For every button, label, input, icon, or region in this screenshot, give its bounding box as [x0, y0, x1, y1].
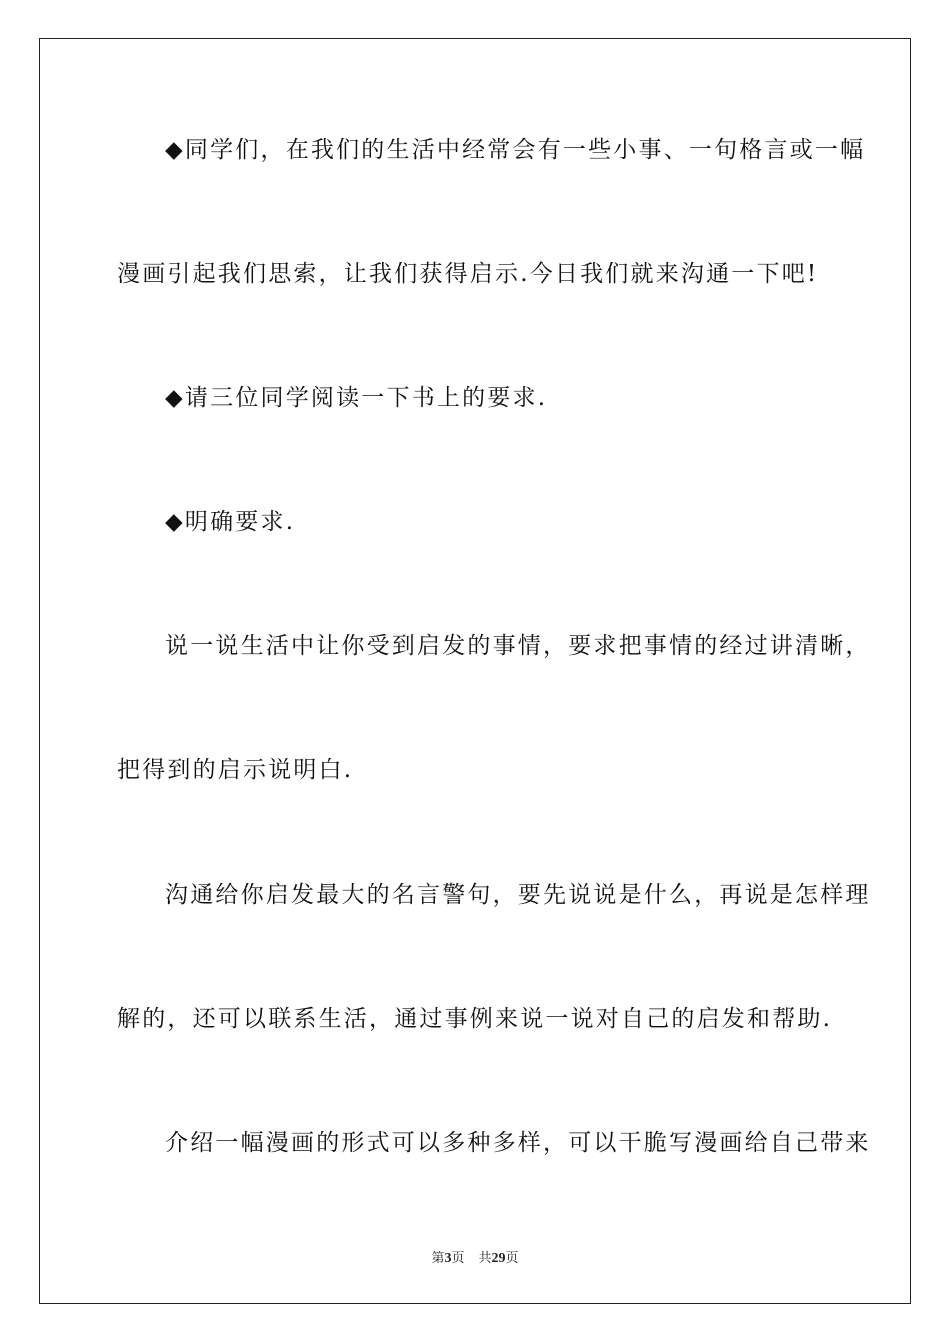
- paragraph-line-7: 沟通给你启发最大的名言警句，要先说说是什么，再说是怎样理: [165, 882, 871, 908]
- paragraph-line-8: 解的，还可以联系生活，通过事例来说一说对自己的启发和帮助.: [117, 1006, 833, 1032]
- page-prefix: 第: [431, 1251, 445, 1266]
- paragraph-line-3: ◆请三位同学阅读一下书上的要求.: [165, 385, 548, 411]
- page-border: [39, 38, 911, 1304]
- total-pages: 29: [491, 1251, 506, 1266]
- paragraph-line-2: 漫画引起我们思索，让我们获得启示.今日我们就来沟通一下吧!: [117, 261, 819, 287]
- paragraph-line-6: 把得到的启示说明白.: [117, 757, 354, 783]
- paragraph-line-1: ◆同学们，在我们的生活中经常会有一些小事、一句格言或一幅: [165, 137, 866, 163]
- paragraph-line-4: ◆明确要求.: [165, 509, 296, 535]
- total-prefix: 共: [478, 1251, 492, 1266]
- page-number: 3: [444, 1251, 452, 1266]
- paragraph-line-9: 介绍一幅漫画的形式可以多种多样，可以干脆写漫画给自己带来: [165, 1130, 871, 1156]
- page-suffix: 页: [451, 1251, 465, 1266]
- paragraph-line-5: 说一说生活中让你受到启发的事情，要求把事情的经过讲清晰，: [165, 633, 871, 659]
- page-footer: [0, 1247, 950, 1267]
- total-suffix: 页: [505, 1251, 519, 1266]
